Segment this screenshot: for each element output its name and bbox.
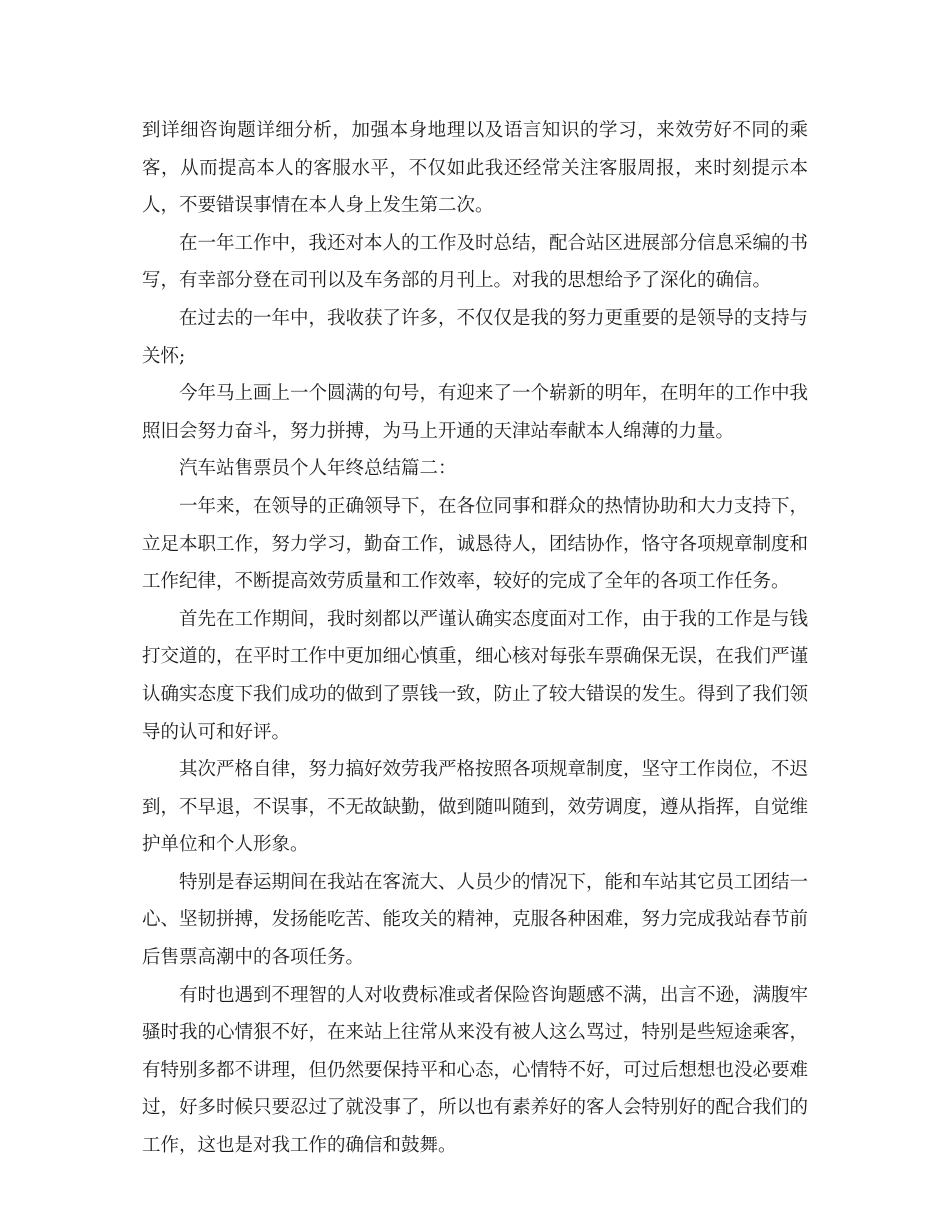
- paragraph-1: 到详细咨询题详细分析，加强本身地理以及语言知识的学习，来效劳好不同的乘客，从而提高本人的客服水平，不仅如此我还经常关注客服周报，来时刻提示本人，不要错误事情在本人身上发生第二次。: [142, 120, 808, 217]
- document-body: [142, 112, 808, 1165]
- paragraph-4: 今年马上画上一个圆满的句号，有迎来了一个崭新的明年，在明年的工作中我照旧会努力奋斗，努力拼搏，为马上开通的天津站奉献本人绵薄的力量。: [142, 383, 809, 442]
- paragraph-6: 一年来，在领导的正确领导下，在各位同事和群众的热情协助和大力支持下，立足本职工作，努力学习，勤奋工作，诚恳待人，团结协作，恪守各项规章制度和工作纪律，不断提高效劳质量和工作效率，较好的完成了全年的各项工作任务。: [142, 495, 809, 593]
- paragraph-9: 特别是春运期间在我站在客流大、人员少的情况下，能和车站其它员工团结一心、坚韧拼搏，发扬能吃苦、能攻关的精神，克服各种困难，努力完成我站春节前后售票高潮中的各项任务。: [142, 871, 809, 969]
- paragraph-8: 其次严格自律，努力搞好效劳我严格按照各项规章制度，坚守工作岗位，不迟到，不早退，不误事，不无故缺勤，做到随叫随到，效劳调度，遵从指挥，自觉维护单位和个人形象。: [142, 759, 809, 856]
- paragraph-2: 在一年工作中，我还对本人的工作及时总结，配合站区进展部分信息采编的书写，有幸部分登在司刊以及车务部的月刊上。对我的思想给予了深化的确信。: [142, 232, 809, 292]
- paragraph-7: 首先在工作期间，我时刻都以严谨认确实态度面对工作，由于我的工作是与钱打交道的，在平时工作中更加细心慎重，细心核对每张车票确保无误，在我们严谨认确实态度下我们成功的做到了票钱一致，防止了较大错误的发生。得到了我们领导的认可和好评。: [142, 608, 809, 743]
- section-heading: 汽车站售票员个人年终总结篇二：: [179, 458, 457, 480]
- paragraph-3: 在过去的一年中，我收获了许多，不仅仅是我的努力更重要的是领导的支持与关怀;: [142, 307, 809, 367]
- paragraph-10: 有时也遇到不理智的人对收费标准或者保险咨询题感不满，出言不逊，满腹牢骚时我的心情狠不好，在来站上往常从来没有被人这么骂过，特别是些短途乘客，有特别多都不讲理，但仍然要保持平和心态，心情特不好，可过后想想也没必要难过，好多时候只要忍过了就没事了，所以也有素养好的客人会特别好的配合我们的工作，这也是对我工作的确信和鼓舞。: [142, 984, 809, 1157]
